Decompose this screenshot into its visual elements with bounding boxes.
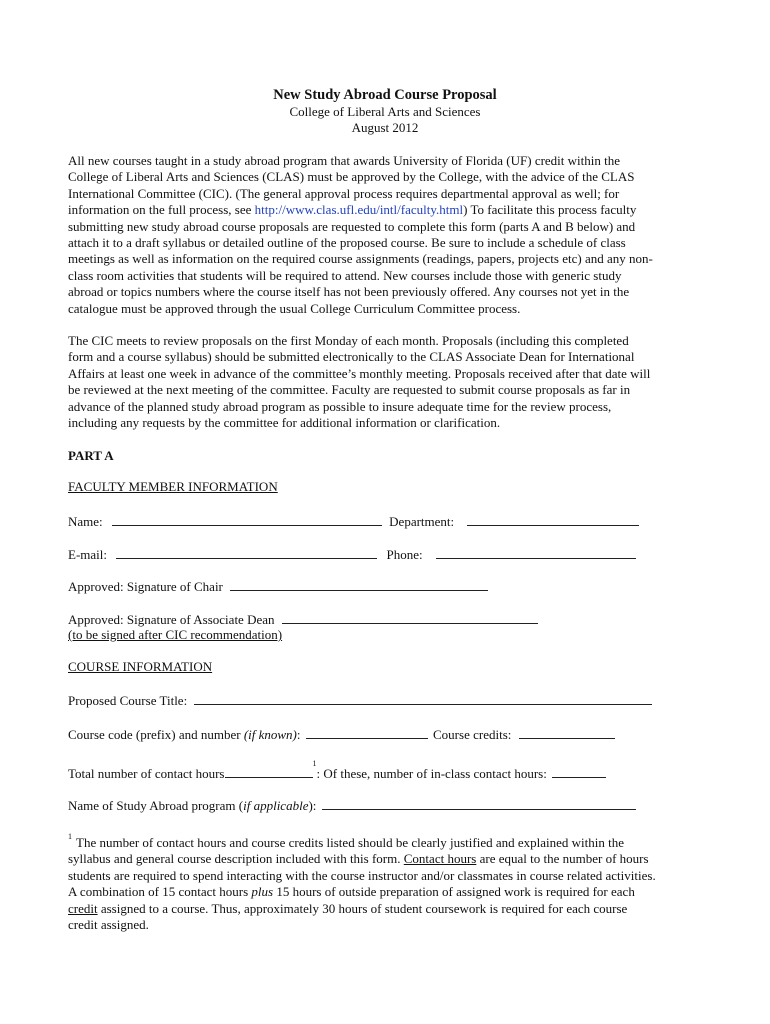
- name-label: Name:: [68, 514, 103, 529]
- text-line: [68, 202, 704, 218]
- if-known-note: (if known): [243, 727, 297, 742]
- document-header: [0, 86, 770, 137]
- text-segment: ) To facilitate this process faculty: [463, 202, 637, 218]
- department-field[interactable]: [467, 512, 639, 526]
- text-segment: are equal to the number of hours: [476, 851, 649, 867]
- text-line: International Committee (CIC). (The general approval process requires departmental approval as well; for: [68, 185, 620, 201]
- phone-field[interactable]: [436, 545, 636, 559]
- intro-paragraph: [68, 153, 704, 317]
- course-code-label: Course code (prefix) and number: [68, 727, 244, 742]
- text-line: catalogue must be approved through the usual College Curriculum Committee process.: [68, 300, 521, 316]
- text-line: [68, 901, 704, 917]
- program-name-label: Name of Study Abroad program (: [68, 798, 244, 813]
- footnote-mark: 1: [68, 832, 72, 841]
- text-line: class room activities that students will be required to attend. New courses include those with generic study: [68, 267, 622, 283]
- dean-signature-row: [68, 610, 538, 628]
- course-info-heading: COURSE INFORMATION: [68, 659, 213, 674]
- contact-hours-label: Total number of contact hours: [68, 766, 225, 781]
- department-label: Department:: [389, 514, 455, 529]
- colon: :: [296, 727, 301, 742]
- document-title: New Study Abroad Course Proposal: [273, 87, 497, 103]
- dean-signature-label: Approved: Signature of Associate Dean: [68, 612, 275, 627]
- text-line: meetings as well as information on the required course assignments (readings, papers, projects etc) and any non-: [68, 251, 653, 267]
- faculty-info-heading: FACULTY MEMBER INFORMATION: [68, 479, 278, 494]
- text-line: submitting new study abroad course proposals are requested to complete this form (parts A and B below) and: [68, 218, 636, 234]
- dean-signature-note: (to be signed after CIC recommendation): [68, 627, 283, 642]
- text-line: [68, 884, 704, 900]
- footnote: [68, 832, 704, 933]
- text-segment: assigned to a course. Thus, approximately 30 hours of student coursework is required for each course: [97, 900, 628, 916]
- email-phone-row: [68, 545, 636, 563]
- text-line: abroad or topics numbers where the course itself has not been previously offered. Any courses not yet in the: [68, 284, 630, 300]
- text-line: The number of contact hours and course credits listed should be clearly justified and explained within the: [76, 835, 625, 850]
- course-code-row: [68, 725, 615, 743]
- dean-signature-field[interactable]: [282, 610, 538, 624]
- chair-signature-label: Approved: Signature of Chair: [68, 579, 223, 594]
- if-applicable-note: if applicable: [243, 798, 309, 813]
- college-name: College of Liberal Arts and Sciences: [289, 104, 481, 119]
- email-label: E-mail:: [68, 547, 107, 562]
- text-line: Affairs at least one week in advance of the committee’s monthly meeting. Proposals received after that date will: [68, 365, 651, 381]
- text-line: The CIC meets to review proposals on the first Monday of each month. Proposals (including this completed: [68, 333, 629, 348]
- faculty-link[interactable]: http://www.clas.ufl.edu/intl/faculty.html: [254, 202, 464, 218]
- text-line: be reviewed at the next meeting of the committee. Faculty are requested to submit course proposals as far in: [68, 382, 631, 398]
- chair-signature-row: [68, 577, 488, 595]
- document-date: August 2012: [351, 120, 419, 136]
- text-line: attach it to a draft syllabus or detailed outline of the proposed course. Be sure to include a schedule of class: [68, 235, 626, 251]
- text-segment: A combination of 15 contact hours: [68, 884, 252, 900]
- text-line: form and a course syllabus) should be submitted electronically to the CLAS Associate Dean for International: [68, 349, 635, 365]
- text-line: advance of the planned study abroad program as possible to insure adequate time for the review process,: [68, 398, 612, 414]
- text-line: All new courses taught in a study abroad program that awards University of Florida (UF) credit within the: [68, 153, 621, 168]
- part-a-heading: PART A: [68, 448, 114, 463]
- plus-term: plus: [251, 884, 274, 900]
- text-line: College of Liberal Arts and Sciences (CLAS) must be approved by the College, with the advice of the CLAS: [68, 169, 635, 185]
- contact-hours-term: Contact hours: [403, 851, 477, 867]
- course-title-field[interactable]: [194, 691, 652, 705]
- credit-term: credit: [68, 900, 98, 916]
- text-line: including any requests by the committee for additional information or clarification.: [68, 415, 501, 431]
- course-title-label: Proposed Course Title:: [68, 693, 188, 708]
- course-code-field[interactable]: [306, 725, 428, 739]
- phone-label: Phone:: [386, 547, 423, 562]
- inclass-hours-field[interactable]: [552, 764, 606, 778]
- text-line: [68, 851, 704, 867]
- chair-signature-field[interactable]: [230, 577, 488, 591]
- program-name-field[interactable]: [322, 796, 636, 810]
- contact-hours-row: [68, 759, 606, 784]
- cic-paragraph: [68, 333, 704, 431]
- text-line: students are required to spend interacting with the course instructor and/or classmates in course related activities.: [68, 867, 656, 883]
- text-segment: information on the full process, see: [68, 202, 255, 218]
- program-name-row: [68, 796, 636, 814]
- name-field[interactable]: [112, 512, 382, 526]
- course-credits-label: Course credits:: [433, 727, 512, 742]
- text-line: credit assigned.: [68, 917, 149, 933]
- course-title-row: [68, 691, 652, 709]
- footnote-ref: 1: [312, 759, 317, 768]
- email-field[interactable]: [116, 545, 377, 559]
- program-name-label-close: ):: [308, 798, 317, 813]
- name-department-row: [68, 512, 639, 530]
- inclass-hours-label: : Of these, number of in-class contact hours:: [316, 766, 547, 781]
- course-credits-field[interactable]: [519, 725, 615, 739]
- contact-hours-field[interactable]: [225, 764, 313, 778]
- text-segment: 15 hours of outside preparation of assigned work is required for each: [273, 884, 635, 900]
- text-segment: syllabus and general course description included with this form.: [68, 851, 404, 867]
